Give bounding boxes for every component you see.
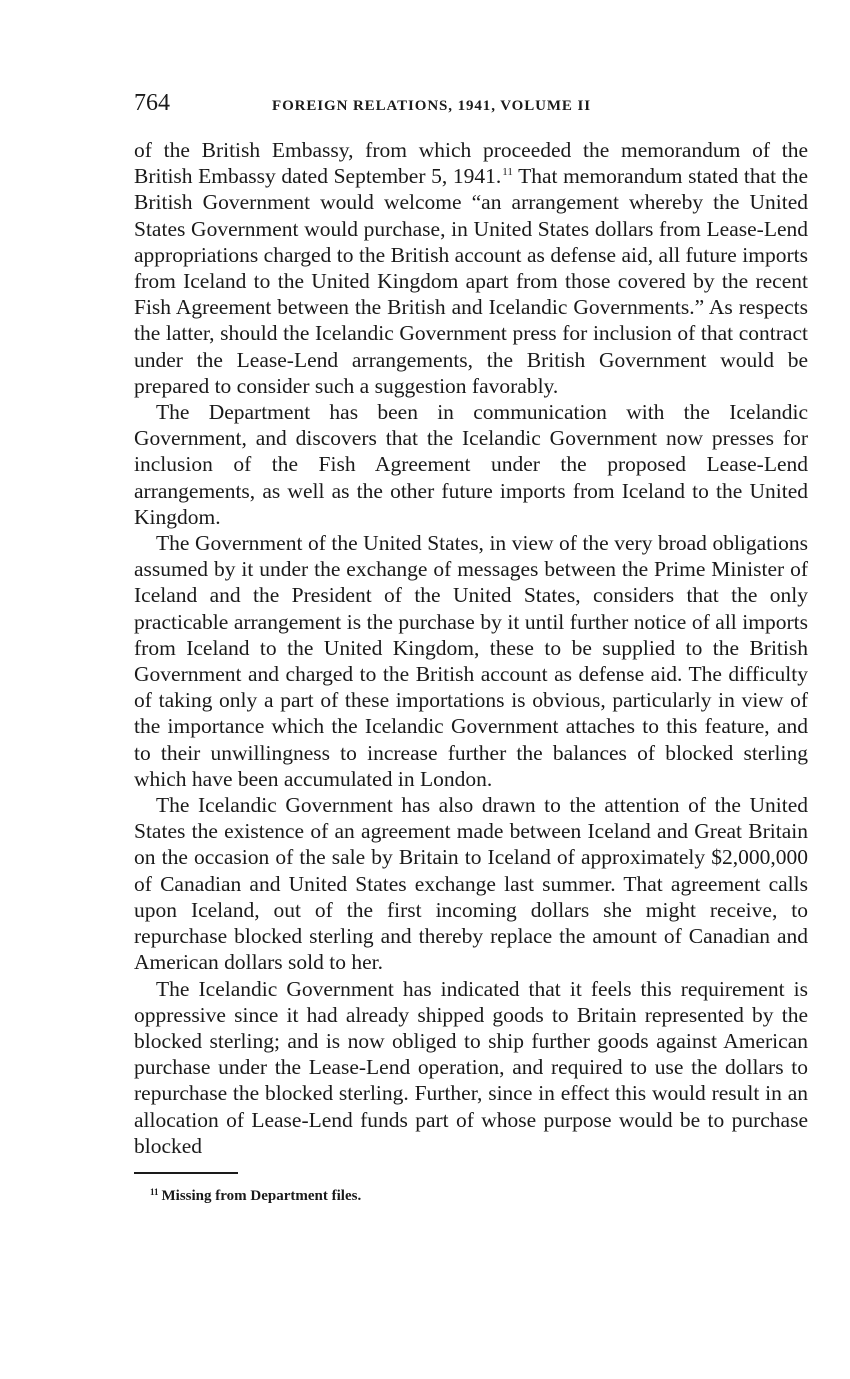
paragraph-1-text-start: of the British Embassy, from which proceeded the memorandum of the British Embassy dated September 5, 1941. (134, 138, 808, 189)
paragraph-1 (134, 137, 808, 399)
running-head (134, 90, 808, 124)
page-number: 764 (134, 90, 170, 116)
footnote-marker: 11 (150, 1186, 159, 1197)
footnote-text: Missing from Department files. (161, 1187, 362, 1204)
footnote-divider (134, 1172, 238, 1174)
footnote-reference[interactable]: 11 (502, 166, 513, 179)
paragraph-3: The Government of the United States, in view of the very broad obligations assumed by it under the exchange of messages between the Prime Minister of Iceland and the President of the United States, considers that the only practicable arrangement is the purchase by it until further notice of all imports from Iceland to the United Kingdom, these to be supplied to the British Government and charged to the British account as defense aid. The difficulty of taking only a part of these importations is obvious, particularly in view of the importance which the Icelandic Government attaches to this feature, and to their unwillingness to increase further the balances of blocked sterling which have been accumulated in London. (134, 531, 808, 791)
body-text (134, 137, 808, 1159)
paragraph-4: The Icelandic Government has also drawn to the attention of the United States the existence of an agreement made between Iceland and Great Britain on the occasion of the sale by Britain to Iceland of approximately $2,000,000 of Canadian and United States exchange last summer. That agreement calls upon Iceland, out of the first incoming dollars she might receive, to repurchase blocked sterling and thereby replace the amount of Canadian and American dollars sold to her. (134, 793, 808, 975)
paragraph-1-text-end: That memorandum stated that the British Government would welcome “an arrangement whereby the United States Government would purchase, in United States dollars from Lease-Lend appropriations charged to the British account as defense aid, all future imports from Iceland to the United Kingdom apart from those covered by the recent Fish Agreement between the British and Icelandic Governments.” As respects the latter, should the Icelandic Government press for inclusion of that contract under the Lease-Lend arrangements, the British Government would be prepared to consider such a suggestion favorably. (134, 164, 808, 398)
paragraph-2: The Department has been in communication with the Icelandic Government, and discovers that the Icelandic Government now presses for inclusion of the Fish Agreement under the proposed Lease-Lend arrangements, as well as the other future imports from Iceland to the United Kingdom. (134, 400, 808, 529)
footnote (150, 1188, 808, 1205)
document-page (134, 90, 808, 1205)
paragraph-5: The Icelandic Government has indicated that it feels this requirement is oppressive since it had already shipped goods to Britain represented by the blocked sterling; and is now obliged to ship further goods against American purchase under the Lease-Lend operation, and required to use the dollars to repurchase the blocked sterling. Further, since in effect this would result in an allocation of Lease-Lend funds part of whose purpose would be to purchase blocked (134, 976, 808, 1158)
running-title: FOREIGN RELATIONS, 1941, VOLUME II (272, 98, 591, 114)
